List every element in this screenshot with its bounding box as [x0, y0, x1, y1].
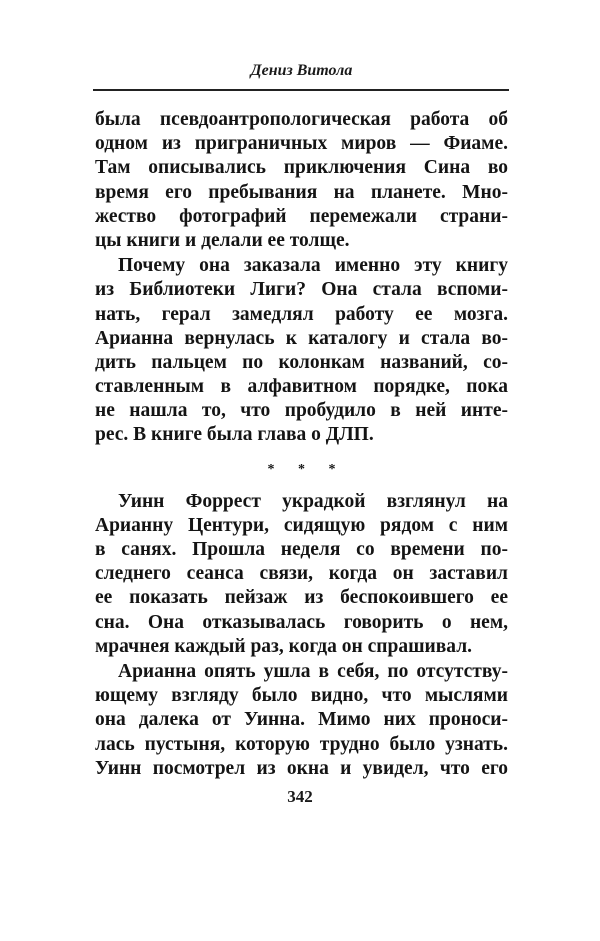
paragraph — [95, 254, 508, 448]
body-text — [95, 108, 508, 782]
text-line: мрачнея каждый раз, когда он спрашивал. — [95, 635, 473, 657]
text-line: сна. Она отказывалась говорить о нем, — [95, 611, 508, 633]
text-line: не нашла то, что пробудило в ней инте- — [95, 400, 508, 422]
text-line: ставленным в алфавитном порядке, пока — [95, 376, 508, 398]
text-line: Арианна вернулась к каталогу и стала во- — [95, 327, 508, 349]
text-line: цы книги и делали ее толще. — [95, 229, 350, 251]
paragraphs-after-break — [95, 490, 508, 781]
section-break: * * * — [267, 461, 346, 477]
text-line: следнего сеанса связи, когда он заставил — [95, 563, 508, 585]
paragraphs-before-break — [95, 108, 508, 448]
text-line: Там описывались приключения Сина во — [95, 157, 508, 179]
running-header: Дениз Витола — [250, 62, 353, 79]
text-line: в санях. Прошла неделя со времени по- — [95, 539, 508, 560]
text-line: нать, герал замедлял работу ее мозга. — [95, 303, 508, 325]
text-line: Почему она заказала именно эту книгу — [118, 255, 508, 277]
paragraph — [95, 108, 508, 253]
text-line: была псевдоантропологическая работа об — [95, 109, 508, 130]
text-line: дить пальцем по колонкам названий, со- — [95, 351, 508, 373]
text-line: Уинн Форрест украдкой взглянул на — [118, 490, 508, 512]
text-line: ее показать пейзаж из беспокоившего ее — [95, 587, 508, 609]
paragraph — [95, 660, 508, 781]
paragraph — [95, 490, 508, 659]
header-rule — [93, 89, 509, 91]
text-line: ющему взгляду было видно, что мыслями — [95, 685, 508, 707]
text-line: рес. В книге была глава о ДЛП. — [95, 424, 374, 446]
text-line: из Библиотеки Лиги? Она стала вспоми- — [95, 279, 508, 301]
text-line: одном из приграничных миров — Фиаме. — [95, 133, 508, 155]
text-line: Уинн посмотрел из окна и увидел, что его — [95, 757, 508, 779]
text-line: время его пребывания на планете. Мно- — [95, 181, 508, 203]
text-line: она далека от Уинна. Мимо них проноси- — [95, 709, 508, 731]
page-number: 342 — [287, 787, 313, 806]
text-line: Арианну Центури, сидящую рядом с ним — [95, 514, 508, 536]
text-line: Арианна опять ушла в себя, по отсутству- — [118, 660, 508, 682]
text-line: жество фотографий перемежали страни- — [95, 205, 508, 227]
text-line: лась пустыня, которую трудно было узнать. — [95, 733, 508, 755]
